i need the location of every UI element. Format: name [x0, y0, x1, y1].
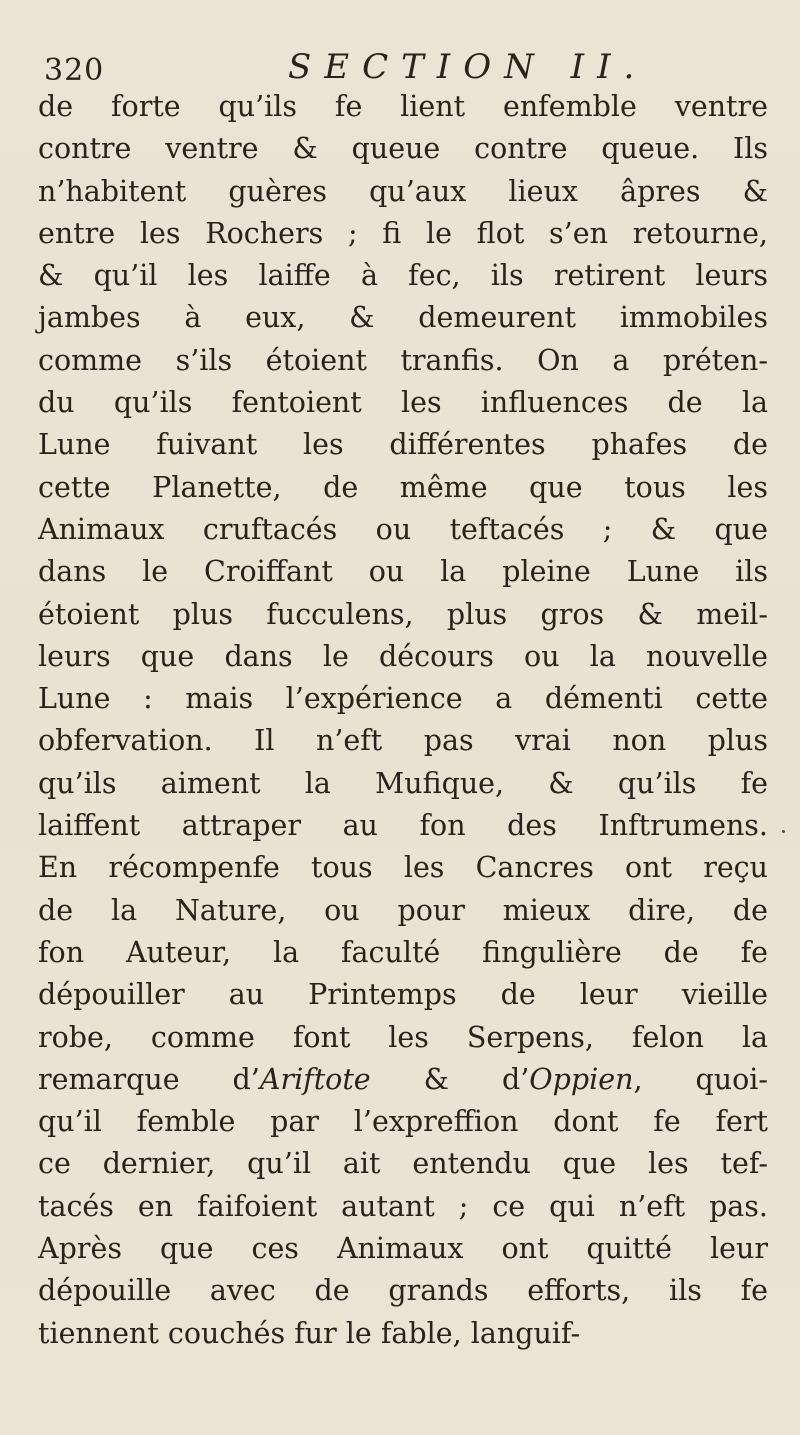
text-line: contre ventre & queue contre queue. Ils: [38, 132, 768, 166]
text-line: Animaux cruftacés ou teftacés ; & que: [38, 512, 768, 546]
text-line: comme s’ils étoient tranfis. On a préten-: [38, 343, 768, 377]
text-fragment: & d’: [370, 1062, 530, 1096]
text-line: de forte qu’ils fe lient enfemble ventre: [38, 90, 768, 123]
text-line: jambes à eux, & demeurent immobiles: [38, 301, 768, 335]
text-line: cette Planette, de même que tous les: [38, 470, 768, 504]
text-line: Lune : mais l’expérience a démenti cette: [38, 682, 768, 716]
text-line: n’habitent guères qu’aux lieux âpres &: [38, 174, 768, 208]
text-line: de la Nature, ou pour mieux dire, de: [38, 893, 768, 927]
text-line: entre les Rochers ; fi le flot s’en retourne,: [38, 216, 768, 250]
body-text: [38, 86, 768, 1355]
author-name-aristotle: Ariftote: [259, 1062, 371, 1096]
text-line: dépouiller au Printemps de leur vieille: [38, 978, 768, 1012]
text-line: dans le Croiffant ou la pleine Lune ils: [38, 555, 768, 589]
text-line: du qu’ils fentoient les influences de la: [38, 386, 768, 420]
text-line: qu’ils aiment la Mufique, & qu’ils fe: [38, 766, 768, 800]
text-line: ce dernier, qu’il ait entendu que les tef-: [38, 1147, 768, 1181]
text-line: tacés en faifoient autant ; ce qui n’eft pas.: [38, 1189, 768, 1223]
text-line: & qu’il les laiffe à fec, ils retirent leurs: [38, 259, 768, 293]
text-line-with-names: [38, 1059, 768, 1101]
page-number: 320: [44, 53, 105, 88]
text-line: obfervation. Il n’eft pas vrai non plus: [38, 724, 768, 758]
text-fragment: , quoi-: [633, 1062, 768, 1096]
text-line: tiennent couchés fur le fable, languif-: [38, 1316, 581, 1350]
text-line: étoient plus fucculens, plus gros & meil-: [38, 597, 768, 631]
text-line: qu’il femble par l’expreffion dont fe fert: [38, 1105, 768, 1139]
text-line: laiffent attraper au fon des Inftrumens.: [38, 809, 768, 843]
text-line: fon Auteur, la faculté fingulière de fe: [38, 935, 768, 969]
text-line: dépouille avec de grands efforts, ils fe: [38, 1274, 768, 1308]
text-line: En récompenfe tous les Cancres ont reçu: [38, 851, 768, 885]
margin-speck: [782, 830, 785, 833]
section-title: SECTION II.: [288, 47, 648, 87]
text-fragment: remarque d’: [38, 1062, 260, 1096]
text-line: leurs que dans le décours ou la nouvelle: [38, 639, 768, 673]
author-name-oppian: Oppien: [529, 1062, 634, 1096]
text-line: robe, comme font les Serpens, felon la: [38, 1020, 768, 1054]
text-line: Après que ces Animaux ont quitté leur: [38, 1232, 768, 1266]
running-head: [44, 48, 764, 88]
text-line: Lune fuivant les différentes phafes de: [38, 428, 768, 462]
